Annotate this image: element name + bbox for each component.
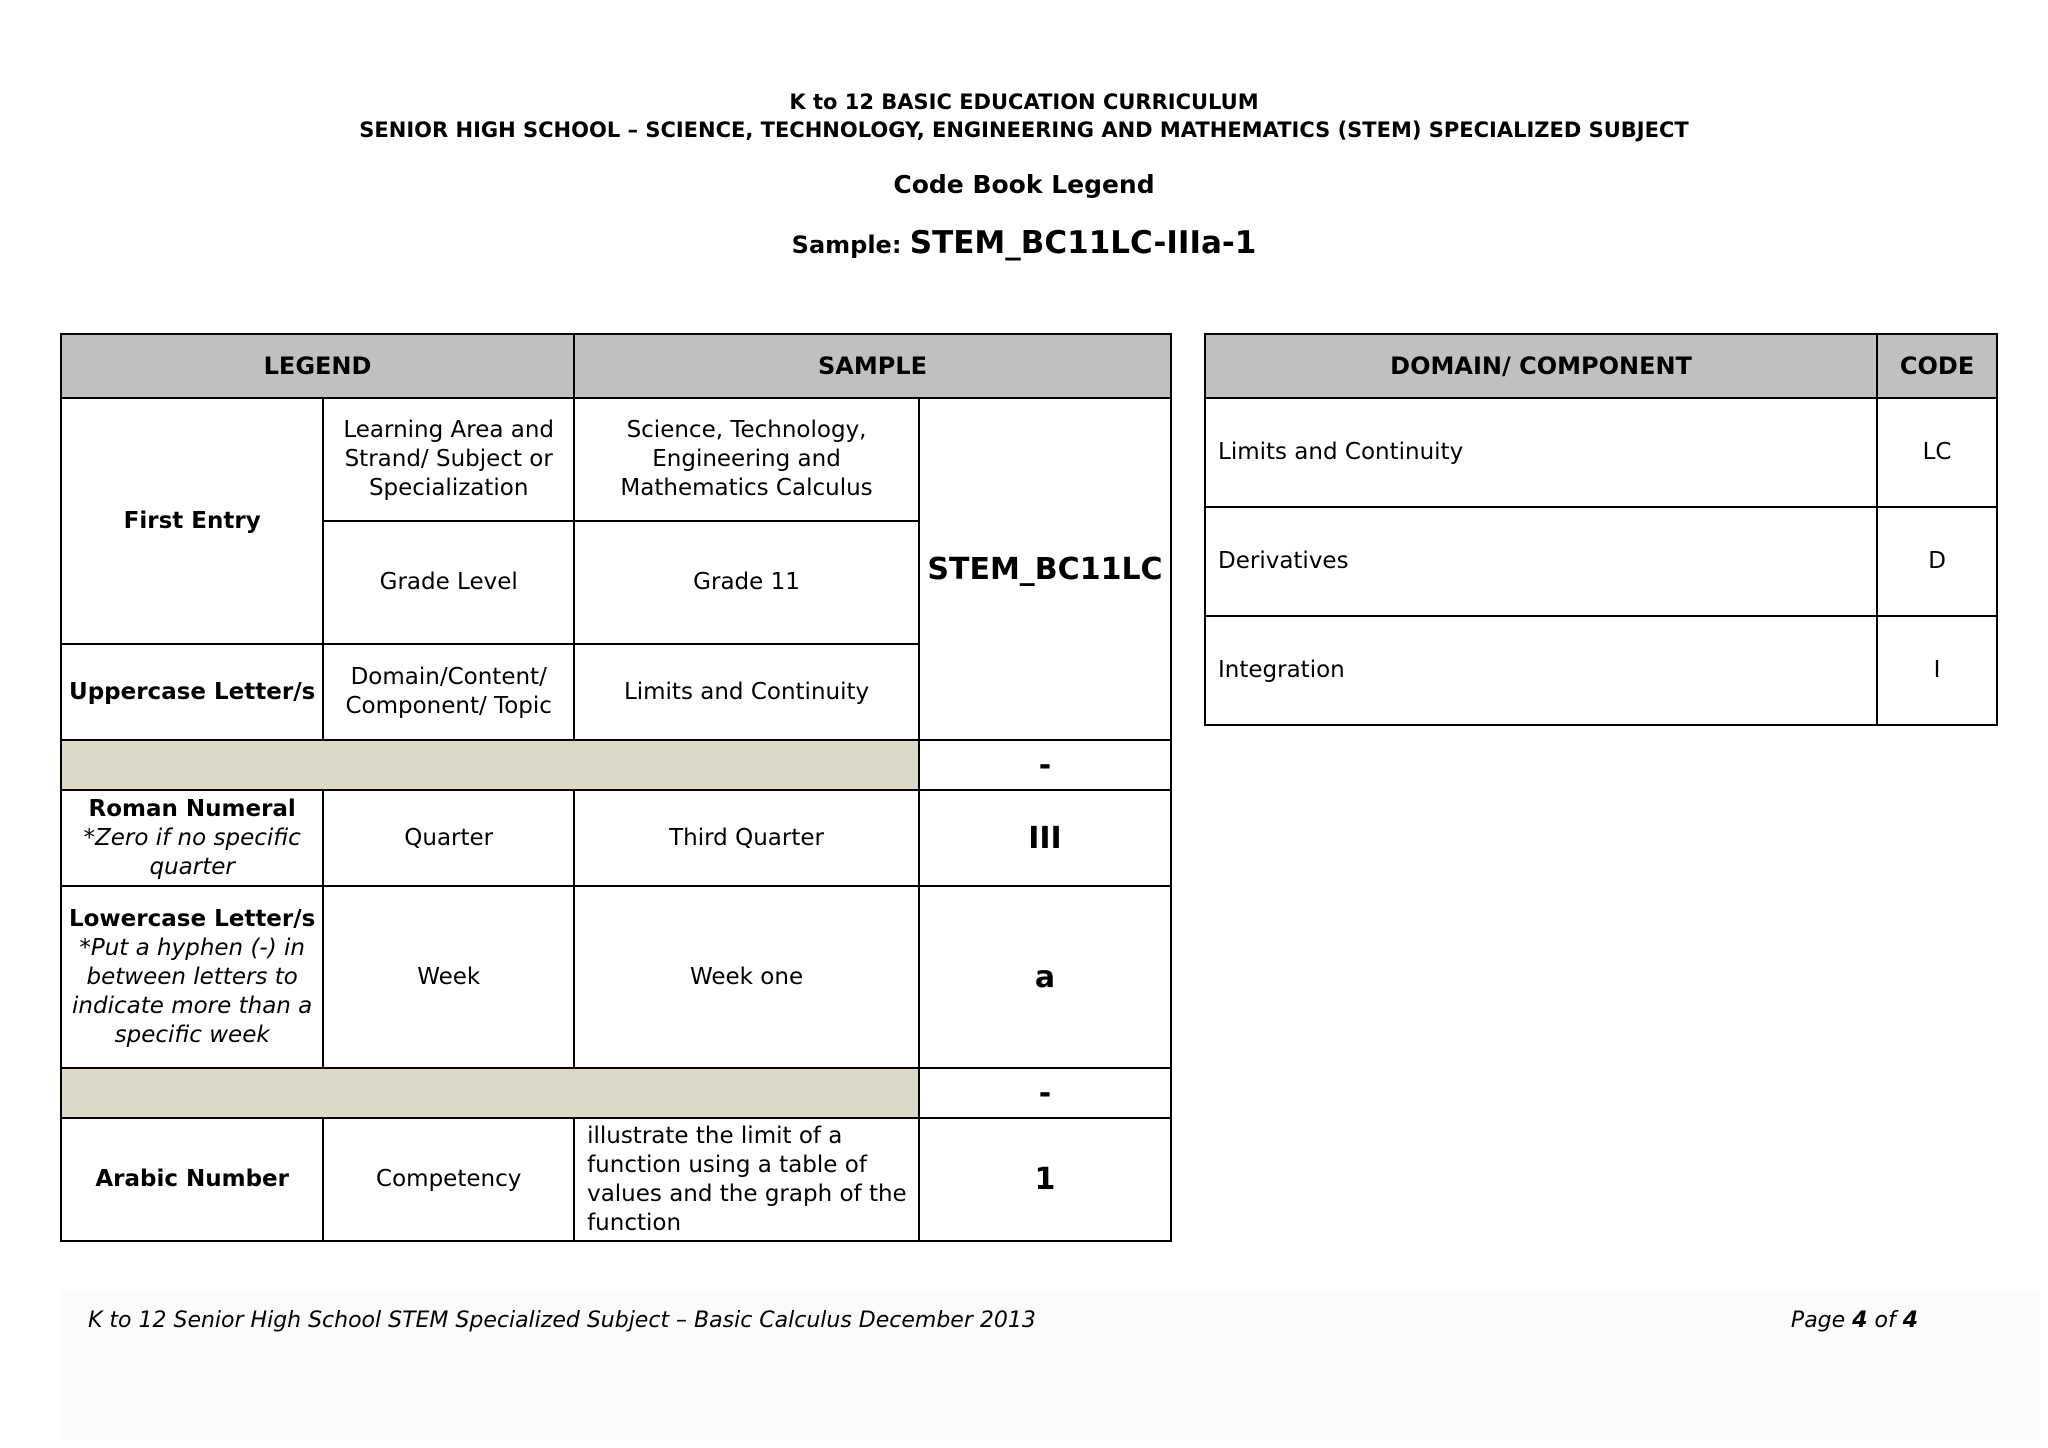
page-word: Page — [1790, 1308, 1853, 1333]
week-sample: Week one — [574, 886, 919, 1068]
quarter-sample: Third Quarter — [574, 790, 919, 886]
table-row — [1205, 616, 1997, 725]
quarter-code: III — [919, 790, 1171, 886]
week-label: Week — [323, 886, 574, 1068]
sample-line — [0, 225, 2048, 261]
lowercase-label: Lowercase Letter/s — [68, 905, 316, 932]
table-row — [1205, 507, 1997, 616]
grade-level-sample: Grade 11 — [574, 521, 919, 644]
domain-sample: Limits and Continuity — [574, 644, 919, 740]
total-pages: 4 — [1902, 1308, 1918, 1333]
footer-document-info: K to 12 Senior High School STEM Specialized Subject – Basic Calculus December 2013 — [88, 1308, 1036, 1333]
domain-code: D — [1877, 507, 1997, 616]
legend-header: LEGEND — [61, 334, 574, 398]
sample-label: Sample: — [791, 231, 910, 259]
footer-page-number — [1791, 1308, 1918, 1333]
domain-code: LC — [1877, 398, 1997, 507]
domain-header: DOMAIN/ COMPONENT — [1205, 334, 1877, 398]
domain-code: I — [1877, 616, 1997, 725]
curriculum-title: K to 12 BASIC EDUCATION CURRICULUM — [789, 90, 1259, 114]
roman-numeral-label: Roman Numeral — [88, 795, 296, 822]
hyphen-code: - — [919, 1068, 1171, 1118]
domain-name: Limits and Continuity — [1205, 398, 1877, 507]
document-header — [0, 88, 2048, 261]
competency-label: Competency — [323, 1118, 574, 1241]
quarter-label: Quarter — [323, 790, 574, 886]
uppercase-label: Uppercase Letter/s — [61, 644, 323, 740]
competency-code: 1 — [919, 1118, 1171, 1241]
sample-code: STEM_BC11LC-IIIa-1 — [909, 225, 1257, 261]
learning-area-sample: Science, Technology, Engineering and Mathematics Calculus — [574, 398, 919, 521]
competency-sample: illustrate the limit of a function using a table of values and the graph of the function — [574, 1118, 919, 1241]
legend-table — [60, 333, 1172, 1242]
roman-numeral-note: *Zero if no specific quarter — [83, 824, 301, 880]
grade-level-label: Grade Level — [323, 521, 574, 644]
week-code: a — [919, 886, 1171, 1068]
first-entry-code: STEM_BC11LC — [919, 398, 1171, 740]
current-page: 4 — [1852, 1308, 1868, 1333]
sample-header: SAMPLE — [574, 334, 1171, 398]
arabic-number-label: Arabic Number — [61, 1118, 323, 1241]
curriculum-subtitle: SENIOR HIGH SCHOOL – SCIENCE, TECHNOLOGY, ENGINEERING AND MATHEMATICS (STEM) SPECIALIZED SUBJECT — [359, 118, 1689, 142]
lowercase-note: *Put a hyphen (-) in between letters to indicate more than a specific week — [72, 934, 313, 1048]
roman-numeral-cell — [61, 790, 323, 886]
table-row — [1205, 398, 1997, 507]
separator-row — [61, 740, 919, 790]
hyphen-code: - — [919, 740, 1171, 790]
domain-name: Derivatives — [1205, 507, 1877, 616]
domain-table — [1204, 333, 1998, 726]
page-title: Code Book Legend — [893, 170, 1155, 199]
first-entry-label: First Entry — [61, 398, 323, 644]
lowercase-cell — [61, 886, 323, 1068]
domain-label: Domain/Content/ Component/ Topic — [323, 644, 574, 740]
code-header: CODE — [1877, 334, 1997, 398]
learning-area-label: Learning Area and Strand/ Subject or Specialization — [323, 398, 574, 521]
of-word: of — [1867, 1308, 1903, 1333]
domain-name: Integration — [1205, 616, 1877, 725]
separator-row — [61, 1068, 919, 1118]
